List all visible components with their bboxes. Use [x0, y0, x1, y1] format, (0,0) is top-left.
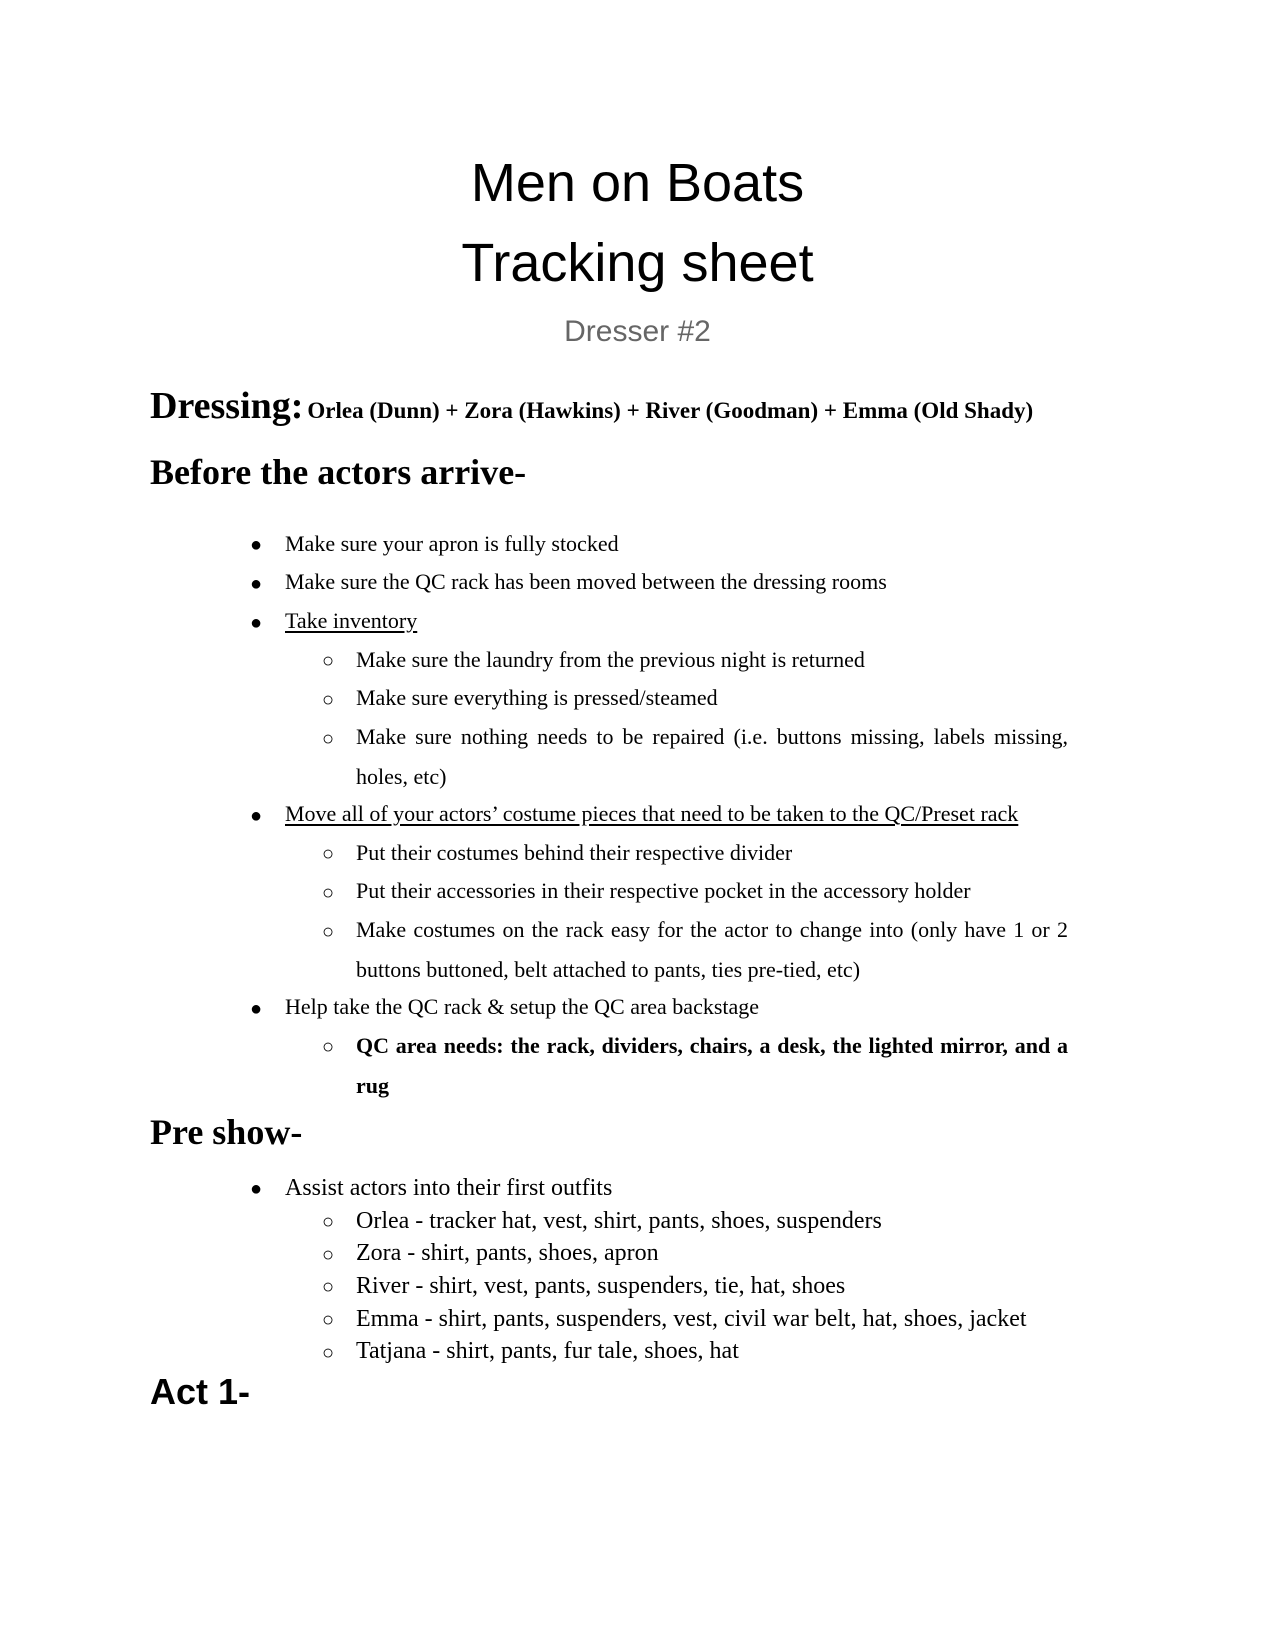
- bullet-icon: ●: [250, 534, 263, 556]
- sub-bullet-icon: ○: [322, 921, 335, 943]
- list-item: Put their costumes behind their respective divider: [356, 840, 793, 865]
- list-item-text: Move all of your actors’ costume pieces that need to be taken to the QC/Preset rack: [285, 801, 1019, 826]
- sub-bullet-icon: ○: [322, 728, 335, 750]
- page-title: Men on Boats: [470, 153, 805, 213]
- section-heading-preshow: Pre show-: [150, 1112, 303, 1152]
- bullet-icon: ●: [250, 998, 263, 1020]
- page-subtitle: Tracking sheet: [461, 233, 814, 293]
- sub-bullet-icon: ○: [322, 843, 335, 865]
- list-item: Make costumes on the rack easy for the actor to change into (only have 1 or 2 buttons buttoned, belt attached to pants, ties pre-tied, etc): [356, 917, 1068, 982]
- list-item: Make sure the QC rack has been moved between the dressing rooms: [285, 569, 887, 594]
- list-item: Emma - shirt, pants, suspenders, vest, civil war belt, hat, shoes, jacket: [356, 1306, 1027, 1332]
- list-item: Make sure everything is pressed/steamed: [356, 685, 718, 710]
- list-item-text: Take inventory: [285, 608, 418, 633]
- section-heading-act1: Act 1-: [150, 1371, 251, 1412]
- list-item: Help take the QC rack & setup the QC area backstage: [285, 994, 760, 1019]
- sub-bullet-icon: ○: [322, 1309, 335, 1331]
- bullet-icon: ●: [250, 1178, 263, 1200]
- list-item: [285, 601, 417, 641]
- list-item: Tatjana - shirt, pants, fur tale, shoes, hat: [356, 1338, 739, 1364]
- list-item: Zora - shirt, pants, shoes, apron: [356, 1240, 659, 1266]
- sub-bullet-icon: ○: [322, 1342, 335, 1364]
- list-item: Put their accessories in their respective pocket in the accessory holder: [356, 878, 971, 903]
- section-heading-before: Before the actors arrive-: [150, 452, 527, 492]
- dressing-label: Dressing:: [150, 385, 304, 427]
- list-item: Make sure your apron is fully stocked: [285, 531, 619, 556]
- sub-bullet-icon: ○: [322, 882, 335, 904]
- sub-bullet-icon: ○: [322, 689, 335, 711]
- dressing-names: Orlea (Dunn) + Zora (Hawkins) + River (Goodman) + Emma (Old Shady): [307, 398, 1034, 423]
- list-item: Make sure the laundry from the previous night is returned: [356, 647, 865, 672]
- list-item: QC area needs: the rack, dividers, chairs, a desk, the lighted mirror, and a rug: [356, 1033, 1068, 1098]
- list-item: Make sure nothing needs to be repaired (i.e. buttons missing, labels missing, holes, etc): [356, 724, 1068, 789]
- sub-bullet-icon: ○: [322, 1211, 335, 1233]
- sub-bullet-icon: ○: [322, 650, 335, 672]
- sub-bullet-icon: ○: [322, 1036, 335, 1058]
- dresser-label: Dresser #2: [564, 315, 711, 348]
- bullet-icon: ●: [250, 805, 263, 827]
- bullet-icon: ●: [250, 612, 263, 634]
- sub-bullet-icon: ○: [322, 1244, 335, 1266]
- bullet-icon: ●: [250, 573, 263, 595]
- sub-bullet-icon: ○: [322, 1276, 335, 1298]
- list-item: River - shirt, vest, pants, suspenders, tie, hat, shoes: [356, 1273, 846, 1299]
- list-item: Orlea - tracker hat, vest, shirt, pants, shoes, suspenders: [356, 1208, 882, 1234]
- list-item: Assist actors into their first outfits: [285, 1175, 613, 1201]
- dressing-line: [150, 384, 1033, 428]
- list-item: [285, 794, 1018, 834]
